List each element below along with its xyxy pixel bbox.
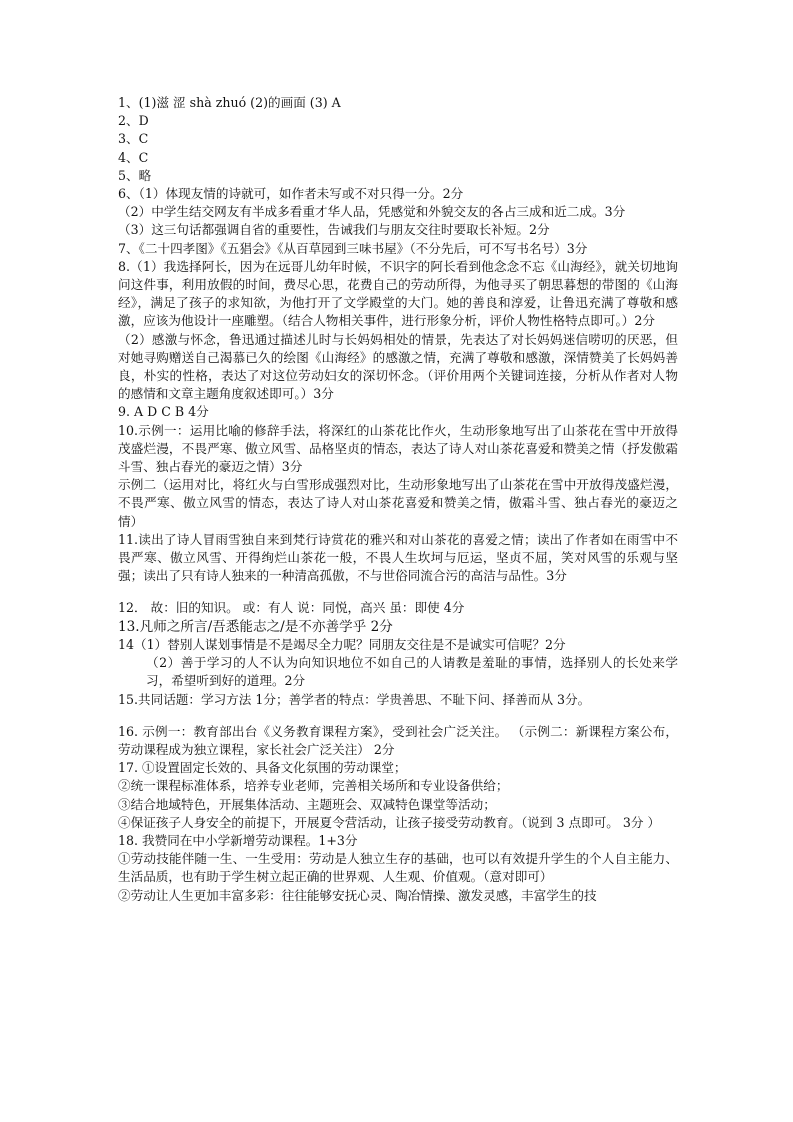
answer-document: [118, 94, 678, 905]
answer-line: 5、略: [118, 167, 152, 183]
answer-line: 11.读出了诗人冒雨雪独自来到梵行诗赏花的雅兴和对山茶花的喜爱之情；读出了作者如在雨雪中不畏严寒、傲立风雪、开得绚烂山茶花一般，不畏人生坎坷与厄运，坚贞不屈，笑对风雪的乐观与坚强；读出了只有诗人独来的一种清高孤傲，不与世俗同流合污的高洁与品性。3分: [118, 531, 678, 584]
answer-line: ②统一课程标准体系，培养专业老师，完善相关场所和专业设备供给；: [118, 778, 509, 794]
paragraph-gap: [118, 709, 678, 723]
paragraph-gap: [118, 585, 678, 599]
answer-line: 2、D: [118, 113, 149, 129]
answer-line: ③结合地域特色，开展集体活动、主题班会、双减特色课堂等活动；: [118, 796, 496, 812]
answer-line: 6、（1）体现友情的诗就可，如作者未写或不对只得一分。2分: [118, 186, 464, 202]
answer-line: 1、(1)滋 涩 shà zhuó (2)的画面 (3) A: [118, 95, 341, 110]
answer-line: 14（1）替别人谋划事情是不是竭尽全力呢？同朋友交往是不是诚实可信呢？2分: [118, 636, 566, 652]
answer-line: （2）善于学习的人不认为向知识地位不如自己的人请教是羞耻的事情，选择别人的长处来学习，希望听到好的道理。2分: [146, 655, 678, 689]
answer-line: 12． 故：旧的知识。 或：有人 说：同悦，高兴 虽：即使 4分: [118, 600, 465, 616]
answer-line: 4、C: [118, 149, 149, 165]
answer-line: （3）这三句话都强调自省的重要性，告诫我们与朋友交往时要取长补短。2分: [118, 222, 550, 238]
answer-line: ②劳动让人生更加丰富多彩：往往能够安抚心灵、陶冶情操、激发灵感，丰富学生的技: [118, 887, 597, 903]
answer-line: 17. ①设置固定长效的、具备文化氛围的劳动课堂；: [118, 760, 407, 776]
answer-line: 示例二（运用对比，将红火与白雪形成强烈对比，生动形象地写出了山茶花在雪中开放得茂盛烂漫，不畏严寒、傲立风雪的情态，表达了诗人对山茶花喜爱和赞美之情，傲霜斗雪、独占春光的豪迈之情）: [118, 477, 678, 529]
answer-line: 15.共同话题：学习方法 1分；善学者的特点：学贵善思、不耻下问、择善而从 3分。: [118, 691, 591, 707]
answer-line: 13.凡师之所言/吾悉能志之/是不亦善学乎 2分: [118, 618, 393, 635]
answer-line: ④保证孩子人身安全的前提下，开展夏令营活动，让孩子接受劳动教育。（说到 3 点即可。 3分 ）: [118, 814, 661, 830]
answer-line: ①劳动技能伴随一生、一生受用：劳动是人独立生存的基础，也可以有效提升学生的个人自主能力、生活品质，也有助于学生树立起正确的世界观、人生观、价值观。（意对即可）: [118, 851, 678, 885]
answer-line: 7、《二十四孝图》《五猖会》《从百草园到三味书屋》（不分先后，可不写书名号）3分: [118, 240, 588, 256]
answer-line: 18. 我赞同在中小学新增劳动课程。1+3分: [118, 832, 358, 848]
answer-line: 16. 示例一：教育部出台《义务教育课程方案》，受到社会广泛关注。 （示例二：新课程方案公布，劳动课程成为独立课程，家长社会广泛关注） 2分: [118, 723, 678, 757]
answer-line: （2）感激与怀念，鲁迅通过描述儿时与长妈妈相处的情景，先表达了对长妈妈迷信唠叨的厌恶，但对她寻购赠送自己渴慕已久的绘图《山海经》的感激之情，充满了尊敬和感激，深情赞美了长妈妈善良，朴实的性格，表达了对这位劳动妇女的深切怀念。（评价用两个关键词连接，分析从作者对人物的感情和文章主题角度叙述即可。）3分: [118, 331, 678, 402]
answer-line: 9. A D C B 4分: [118, 404, 209, 420]
answer-line: 8.（1）我选择阿长，因为在远哥儿幼年时候，不识字的阿长看到他念念不忘《山海经》，就关切地询问这件事，利用放假的时间，费尽心思，花费自己的劳动所得，为他寻买了朝思暮想的带图的《山海经》，满足了孩子的求知欲，为他打开了文学殿堂的大门。她的善良和淳爱，让鲁迅充满了尊敬和感激，应该为他设计一座雕塑。（结合人物相关事件，进行形象分析，评价人物性格特点即可。）2分: [118, 258, 678, 329]
answer-line: 10.示例一：运用比喻的修辞手法，将深红的山茶花比作火，生动形象地写出了山茶花在雪中开放得茂盛烂漫，不畏严寒、傲立风雪、品格坚贞的情态，表达了诗人对山茶花喜爱和赞美之情（抒发傲霜斗雪、独占春光的豪迈之情）3分: [118, 422, 678, 475]
answer-line: 3、C: [118, 131, 149, 147]
answer-line: （2）中学生结交网友有半成多看重才华人品，凭感觉和外貌交友的各占三成和近二成。3分: [118, 204, 626, 220]
